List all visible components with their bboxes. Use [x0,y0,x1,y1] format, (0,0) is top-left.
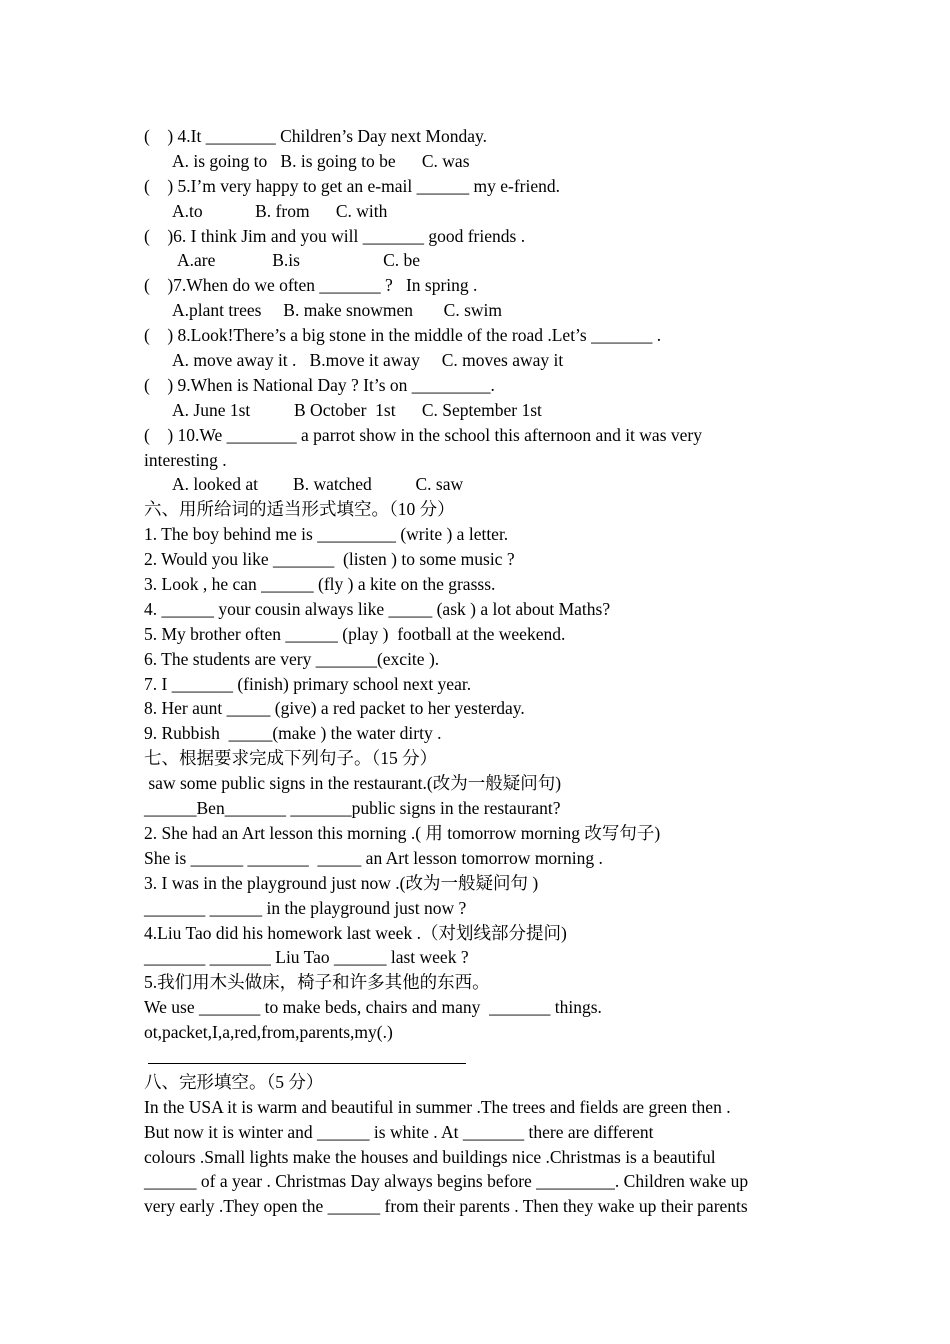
cloze-line: But now it is winter and ______ is white . At _______ there are different [144,1121,654,1142]
section-6 [144,497,824,746]
cloze-line: very early .They open the ______ from their parents . Then they wake up their parents [144,1196,748,1217]
question-stem: ( ) 9.When is National Day ? It’s on _________. [144,374,495,395]
question-10 [144,423,824,498]
transform-item: ot,packet,I,a,red,from,parents,my(.) [144,1022,393,1043]
transform-answer: _______ ______ in the playground just now ? [144,897,467,918]
section-heading: 六、用所给词的适当形式填空。（10 分） [144,499,455,520]
question-9 [144,373,824,423]
question-options: A. is going to B. is going to be C. was [172,150,470,171]
question-options: A. move away it . B.move it away C. moves away it [172,350,564,371]
transform-item: 2. She had an Art lesson this morning .( 用 tomorrow morning 改写句子) [144,822,661,843]
question-stem: ( )6. I think Jim and you will _______ good friends . [144,225,526,246]
fill-item: 6. The students are very _______(excite ). [144,648,440,669]
question-6 [144,224,824,274]
section-8 [144,1070,824,1219]
question-options: A. June 1st B October 1st C. September 1st [172,399,542,420]
transform-item: saw some public signs in the restaurant.(改为一般疑问句) [144,773,562,794]
cloze-line: In the USA it is warm and beautiful in summer .The trees and fields are green then . [144,1096,731,1117]
question-8 [144,323,824,373]
question-options: A.plant trees B. make snowmen C. swim [172,300,503,321]
fill-item: 7. I _______ (finish) primary school next year. [144,673,472,694]
question-stem: ( ) 5.I’m very happy to get an e-mail ______ my e-friend. [144,175,560,196]
section-heading: 七、根据要求完成下列句子。（15 分） [144,748,438,769]
question-4 [144,124,824,174]
question-stem: ( ) 10.We ________ a parrot show in the school this afternoon and it was very [144,424,702,445]
transform-answer: She is ______ _______ _____ an Art lesson tomorrow morning . [144,847,603,868]
fill-item: 8. Her aunt _____ (give) a red packet to her yesterday. [144,698,525,719]
transform-answer: ______Ben_______ _______public signs in the restaurant? [144,798,561,819]
question-7 [144,273,824,323]
cloze-line: ______ of a year . Christmas Day always begins before _________. Children wake up [144,1171,749,1192]
question-options: A.to B. from C. with [172,200,388,221]
question-options: A. looked at B. watched C. saw [172,474,464,495]
fill-item: 2. Would you like _______ (listen ) to some music ? [144,549,515,570]
fill-item: 9. Rubbish _____(make ) the water dirty . [144,723,442,744]
question-5 [144,174,824,224]
fill-item: 3. Look , he can ______ (fly ) a kite on the grasss. [144,574,496,595]
question-stem-continued: interesting . [144,449,227,470]
worksheet-page [144,124,824,1219]
question-options: A.are B.is C. be [177,250,421,271]
cloze-line: colours .Small lights make the houses and buildings nice .Christmas is a beautiful [144,1146,716,1167]
transform-item: 3. I was in the playground just now .(改为一般疑问句 ) [144,872,539,893]
transform-item: 5.我们用木头做床，椅子和许多其他的东西。 [144,972,490,993]
section-7 [144,746,824,1070]
answer-row [144,1045,824,1070]
answer-blank-line [148,1045,466,1064]
question-stem: ( ) 8.Look!There’s a big stone in the middle of the road .Let’s _______ . [144,325,662,346]
question-stem: ( ) 4.It ________ Children’s Day next Monday. [144,126,487,146]
section-heading: 八、完形填空。（5 分） [144,1071,324,1092]
transform-answer: _______ _______ Liu Tao ______ last week ? [144,947,469,968]
transform-answer: We use _______ to make beds, chairs and many _______ things. [144,997,602,1018]
fill-item: 1. The boy behind me is _________ (write ) a letter. [144,524,509,545]
transform-item: 4.Liu Tao did his homework last week .（对划线部分提问) [144,922,567,943]
question-stem: ( )7.When do we often _______ ? In spring . [144,275,478,296]
fill-item: 4. ______ your cousin always like _____ (ask ) a lot about Maths? [144,598,611,619]
fill-item: 5. My brother often ______ (play ) football at the weekend. [144,623,566,644]
